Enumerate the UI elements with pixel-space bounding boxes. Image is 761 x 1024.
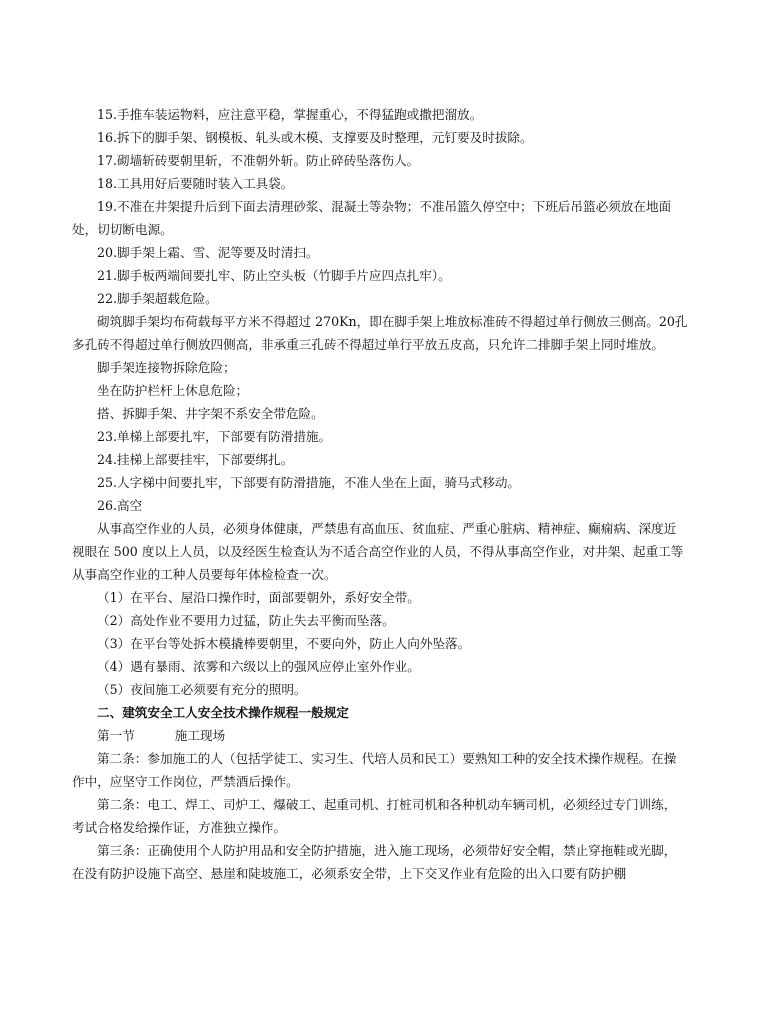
document-body bbox=[72, 103, 688, 885]
sub-item-2: （2）高处作业不要用力过猛，防止失去平衡而坠落。 bbox=[97, 613, 395, 628]
article-paragraph-c: 第三条：正确使用个人防护用品和安全防护措施，进入施工现场，必须带好安全帽，禁止穿拖鞋或光脚，在没有防护设施下高空、悬崖和陡坡施工，必须系安全带，上下交叉作业有危险的出入口要有防护棚 bbox=[72, 843, 677, 881]
rule-item-18: 18.工具用好后要随时装入工具袋。 bbox=[97, 176, 294, 191]
rule-item-16: 16.拆下的脚手架、钢模板、轧头或木模、支撑要及时整理，元钉要及时拔除。 bbox=[97, 130, 533, 145]
section-title: 施工现场 bbox=[174, 728, 226, 743]
section-number: 第一节 bbox=[97, 728, 135, 743]
section-heading: 二、建筑安全工人安全技术操作规程一般规定 bbox=[97, 705, 349, 720]
railing-sitting-paragraph: 坐在防护栏杆上休息危险； bbox=[97, 383, 249, 398]
rule-item-17: 17.砌墙斩砖要朝里斩，不准朝外斩。防止碎砖坠落伤人。 bbox=[97, 153, 420, 168]
sub-item-1: （1）在平台、屋沿口操作时，面部要朝外，系好安全带。 bbox=[97, 590, 420, 605]
sub-item-5: （5）夜间施工必须要有充分的照明。 bbox=[97, 682, 307, 697]
rule-item-22: 22.脚手架超载危险。 bbox=[97, 291, 218, 306]
rule-item-25: 25.人字梯中间要扎牢，下部要有防滑措施，不准人坐在上面，骑马式移动。 bbox=[97, 475, 521, 490]
rule-item-24: 24.挂梯上部要挂牢，下部要绑扎。 bbox=[97, 452, 294, 467]
section-title-line bbox=[72, 724, 688, 747]
rule-item-21: 21.脚手板两端间要扎牢、防止空头板（竹脚手片应四点扎牢）。 bbox=[97, 268, 451, 283]
article-paragraph-a: 第二条：参加施工的人（包括学徒工、实习生、代培人员和民工）要熟知工种的安全技术操作规程。在操作中，应坚守工作岗位，严禁酒后操作。 bbox=[72, 751, 677, 789]
load-limit-paragraph: 砌筑脚手架均布荷载每平方米不得超过 270Kn，即在脚手架上堆放标准砖不得超过单行侧放三侧高。20孔多孔砖不得超过单行侧放四侧高，非承重三孔砖不得超过单行平放五皮高，只允许二排脚手架上同时堆放。 bbox=[72, 314, 688, 352]
safety-belt-paragraph: 搭、拆脚手架、井字架不系安全带危险。 bbox=[97, 406, 324, 421]
sub-item-3: （3）在平台等处拆木模撬棒要朝里，不要向外，防止人向外坠落。 bbox=[97, 636, 471, 651]
rule-item-23: 23.单梯上部要扎牢，下部要有防滑措施。 bbox=[97, 429, 332, 444]
rule-item-26: 26.高空 bbox=[97, 498, 143, 513]
rule-item-15: 15.手推车装运物料，应注意平稳，掌握重心，不得猛跑或撒把溜放。 bbox=[97, 107, 483, 122]
high-altitude-paragraph: 从事高空作业的人员，必须身体健康，严禁患有高血压、贫血症、严重心脏病、精神症、癫痫病、深度近视眼在 500 度以上人员，以及经医生检查认为不适合高空作业的人员，不得从事高空作业，对井架、起重工等从事高空作业的工种人员要每年体检检查一次。 bbox=[72, 521, 684, 582]
sub-item-4: （4）遇有暴雨、浓雾和六级以上的强风应停止室外作业。 bbox=[97, 659, 420, 674]
article-paragraph-b: 第二条：电工、焊工、司炉工、爆破工、起重司机、打桩司机和各种机动车辆司机，必须经过专门训练，考试合格发给操作证，方准独立操作。 bbox=[72, 797, 677, 835]
rule-item-20: 20.脚手架上霜、雪、泥等要及时清扫。 bbox=[97, 245, 319, 260]
connector-removal-paragraph: 脚手架连接物拆除危险； bbox=[97, 360, 236, 375]
rule-item-19: 19.不准在井架提升后到下面去清理砂浆、混凝土等杂物；不准吊篮久停空中；下班后吊篮必须放在地面处，切切断电源。 bbox=[72, 199, 672, 237]
